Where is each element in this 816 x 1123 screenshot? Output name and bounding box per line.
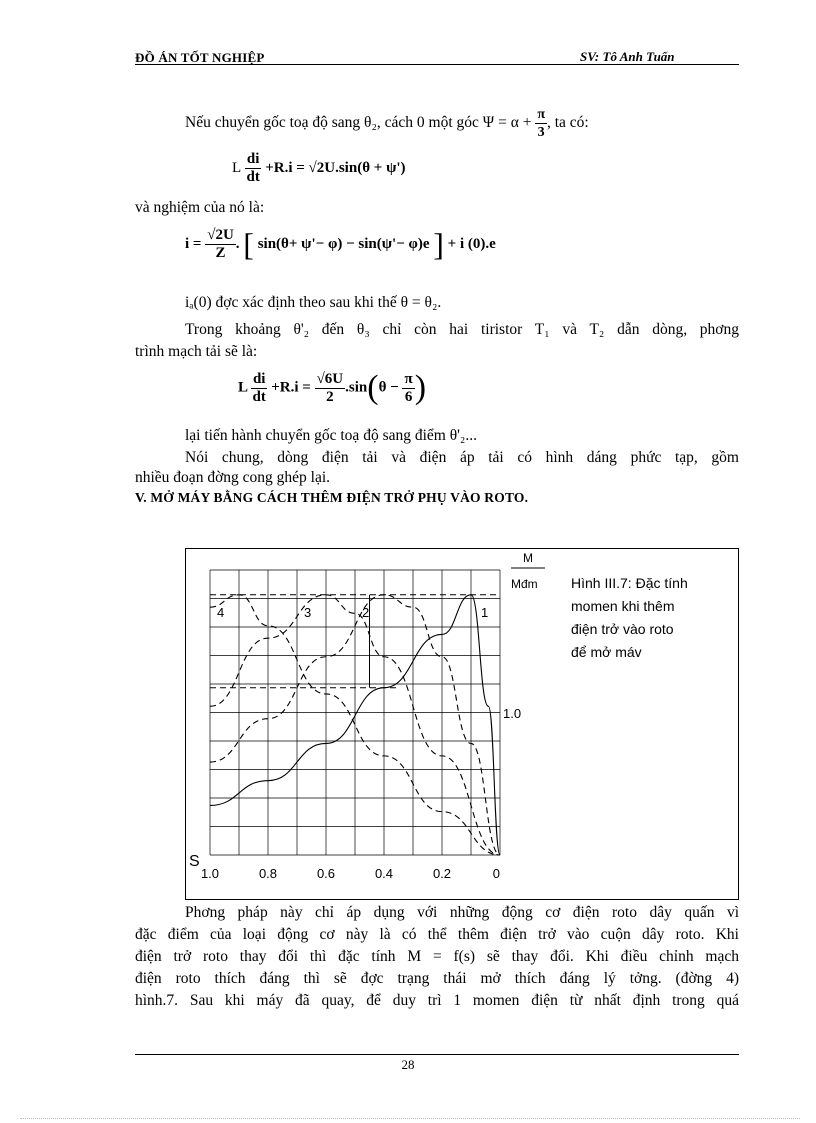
section-heading: V. MỞ MÁY BẰNG CÁCH THÊM ĐIỆN TRỞ PHỤ VÀO ROTO. <box>135 490 529 505</box>
curve-label-1: 1 <box>481 604 489 620</box>
paragraph-tail: , ta có: <box>546 114 589 132</box>
eq2-lhs: i = <box>185 235 202 252</box>
chart-grid <box>210 570 500 855</box>
caption-line-1: Hình III.7: Đặc tính <box>571 575 688 591</box>
eq3-num: di <box>252 370 266 387</box>
x-tick-label: 0.8 <box>258 866 278 881</box>
eq2-body: sin(θ+ ψ'− φ) − sin(ψ'− φ)e <box>257 235 430 252</box>
eq-den: dt <box>246 169 260 185</box>
left-bracket: [ <box>243 226 254 262</box>
eq2-num: √2U <box>207 227 234 243</box>
right-paren: ) <box>414 369 427 406</box>
eq-rhs: +R.i = √2U.sin(θ + ψ') <box>265 159 406 176</box>
paragraph-general-line2: nhiều đoạn đờng cong ghép lại. <box>135 469 331 486</box>
eq3-den3: 6 <box>404 388 413 405</box>
header-rule <box>135 64 739 65</box>
eq3-num3: π <box>404 370 413 387</box>
y-axis-label-denominator: Mđm <box>511 577 538 591</box>
eq-fraction <box>245 151 262 186</box>
eq2-den: Z <box>215 245 226 261</box>
equation-2: i = $\frac{√2U}{Z}$ . [ sin(θ+ ψ'− φ) − sin(ψ'− φ)e ] + i (0).e <box>185 226 496 262</box>
y-tick-label: 1.0 <box>503 706 522 721</box>
paragraph-interval-line2: trình mạch tải sẽ là: <box>135 343 258 360</box>
header-author: SV: Tô Anh Tuấn <box>580 49 675 64</box>
eq3-fraction-1 <box>251 371 268 406</box>
eq3-inner: θ − <box>378 379 399 396</box>
eq3-fraction-2 <box>315 371 346 406</box>
equation-1 <box>232 151 406 186</box>
eq3-den2: 2 <box>326 388 334 405</box>
paragraph-initial-value: iₐ(0) đợc xác định theo sau khi thế θ = θ₂. <box>185 294 442 311</box>
right-bracket: ] <box>433 226 444 262</box>
eq2-tail: + i (0).e <box>447 235 496 252</box>
footer-rule <box>135 1054 739 1055</box>
equation-3 <box>238 369 426 407</box>
eq3-L: L <box>238 379 248 396</box>
eq3-fraction-3 <box>402 371 414 406</box>
x-axis-label: S <box>189 853 200 870</box>
caption-line-2: momen khi thêm <box>571 598 675 614</box>
paragraph-method-line5: hình.7. Sau khi máy đã quay, để duy trì 1 momen điện từ nhất định trong quá <box>135 992 739 1009</box>
curve-label-3: 3 <box>304 604 312 620</box>
paragraph-solution-intro: và nghiệm của nó là: <box>135 199 265 216</box>
fraction-denominator: 3 <box>537 125 545 140</box>
x-tick-label: 0.2 <box>432 866 452 881</box>
page-edge-dots <box>20 1118 800 1119</box>
y-axis-label-numerator: M <box>523 551 533 565</box>
eq3-num2: √6U <box>316 370 344 387</box>
x-tick-label: 0.4 <box>374 866 394 881</box>
x-tick-label: 1.0 <box>200 866 220 881</box>
paragraph-origin-shift <box>185 106 589 141</box>
x-tick-label: 0.6 <box>316 866 336 881</box>
paragraph-method-line1: Phơng pháp này chỉ áp dụng với những động cơ điện roto dây quấn vì <box>185 904 739 921</box>
x-tick-label: 0 <box>492 866 500 881</box>
eq3-mid: +R.i = <box>271 379 311 396</box>
paragraph-origin-shift-2: lại tiến hành chuyển gốc toạ độ sang điểm θ'₂... <box>185 427 477 444</box>
caption-line-3: điện trở vào roto <box>571 621 674 637</box>
caption-line-4: để mở máv <box>571 644 642 660</box>
paragraph-general-line1: Nói chung, dòng điện tải và điện áp tải có hình dáng phức tạp, gồm <box>185 449 739 466</box>
paragraph-method-line2: đặc điểm của loại động cơ này là có thể thêm điện trở vào cuộn dây roto. Khi <box>135 926 739 943</box>
fraction-pi-3 <box>535 106 547 141</box>
eq-num: di <box>246 151 260 167</box>
eq2-fraction <box>205 227 236 262</box>
eq-L: L <box>232 159 242 176</box>
curve-label-2: 2 <box>362 604 370 620</box>
paragraph-interval-line1: Trong khoảng θ'₂ đến θ₃ chỉ còn hai tiristor T₁ và T₂ dẫn dòng, phơng <box>185 321 739 338</box>
figure-caption <box>571 572 741 664</box>
paragraph-method-line4: điện roto thích đáng thì sẽ đợc trạng thái mở thích đáng lý tởng. (đờng 4) <box>135 970 739 987</box>
eq3-tail: .sin <box>345 379 368 396</box>
header-title: ĐỒ ÁN TỐT NGHIỆP <box>135 50 265 65</box>
curve-label-4: 4 <box>217 604 225 620</box>
fraction-numerator: π <box>537 107 545 122</box>
page-number: 28 <box>401 1057 415 1072</box>
eq3-den: dt <box>252 388 266 405</box>
left-paren: ( <box>367 369 379 406</box>
paragraph-method-line3: điện trở roto thay đổi thì đặc tính M = f(s) sẽ thay đổi. Khi điều chỉnh mạch <box>135 948 739 965</box>
paragraph-text: Nếu chuyển gốc toạ độ sang θ₂, cách 0 một góc Ψ = α + <box>185 114 532 132</box>
chart-labels <box>189 551 545 881</box>
